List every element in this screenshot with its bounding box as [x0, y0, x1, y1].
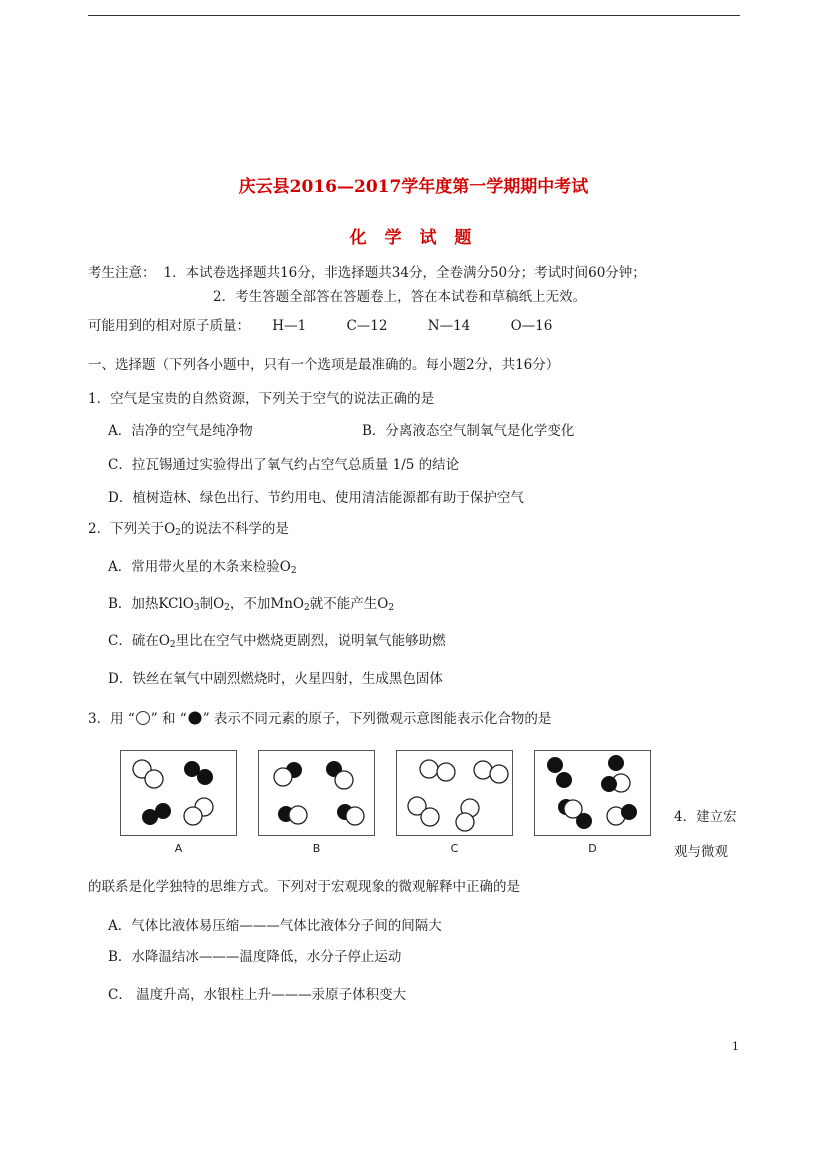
notice-item-2: 2．考生答题全部答在答题卷上，答在本试卷和草稿纸上无效。: [213, 289, 587, 305]
q2-stem: 2．下列关于$O_2$的说法不科学的是: [88, 521, 289, 538]
q4-stem-part-2: 观与微观: [674, 844, 728, 860]
diagram-label-b: B: [312, 842, 321, 855]
black-atom-icon: [187, 710, 203, 726]
q4-option-b: B．水降温结冰———温度降低，水分子停止运动: [108, 949, 402, 965]
q1-option-a: A．洁净的空气是纯净物: [108, 423, 253, 439]
diagram-label-c: C: [450, 842, 459, 855]
diagram-option-a: [120, 750, 237, 836]
q1-stem: 1．空气是宝贵的自然资源，下列关于空气的说法正确的是: [88, 391, 435, 407]
diagram-option-c: [396, 750, 513, 836]
q1-option-b: B．分离液态空气制氧气是化学变化: [362, 423, 575, 439]
notice-line-1: [88, 261, 646, 281]
diagram-option-d: [534, 750, 651, 836]
diagram-option-b: [258, 750, 375, 836]
exam-subject: 化 学 试 题: [349, 228, 478, 248]
q4-option-a: A．气体比液体易压缩———气体比液体分子间的间隔大: [108, 918, 442, 934]
white-atom-icon: [135, 710, 151, 726]
q1-option-d: D．植树造林、绿色出行、节约用电、使用清洁能源都有助于保护空气: [108, 490, 524, 506]
notice-item-1: 1．本试卷选择题共16分，非选择题共34分，全卷满分50分；考试时间60分钟；: [163, 265, 646, 281]
atomic-masses-label: 可能用到的相对原子质量：: [88, 318, 250, 334]
q1-option-c: C．拉瓦锡通过实验得出了氧气约占空气总质量 1/5 的结论: [108, 457, 460, 473]
q3-stem: 3．用 “ ” 和 “ ” 表示不同元素的原子，下列微观示意图能表示化合物的是: [88, 711, 552, 727]
q2-option-a: A．常用带火星的木条来检验$O_2$: [108, 559, 297, 576]
diagram-label-d: D: [588, 842, 597, 855]
q4-option-c: C． 温度升高，水银柱上升———汞原子体积变大: [108, 987, 407, 1003]
diagram-label-a: A: [174, 842, 183, 855]
q2-option-b: B．加热KClO$_3$制$O_2$，不加MnO$_2$就不能产生$O_2$: [108, 596, 395, 613]
section-heading: 一、选择题（下列各小题中，只有一个选项是最准确的。每小题2分，共16分）: [88, 357, 560, 373]
q2-option-d: D．铁丝在氧气中剧烈燃烧时，火星四射，生成黑色固体: [108, 671, 443, 687]
atomic-mass-o: O—16: [510, 318, 553, 334]
atomic-masses: [88, 314, 552, 334]
q2-option-c: C．硫在$O_2$里比在空气中燃烧更剧烈，说明氧气能够助燃: [108, 633, 446, 650]
atomic-mass-n: N—14: [427, 318, 471, 334]
q4-stem-part-1: 4．建立宏: [674, 809, 737, 825]
notice-label: 考生注意：: [88, 265, 156, 281]
q4-stem-part-3: 的联系是化学独特的思维方式。下列对于宏观现象的微观解释中正确的是: [88, 879, 520, 895]
atomic-mass-c: C—12: [346, 318, 388, 334]
atomic-mass-h: H—1: [272, 318, 307, 334]
exam-title: 庆云县2016—2017学年度第一学期期中考试: [238, 177, 589, 197]
page-number: 1: [732, 1040, 739, 1053]
header-rule: [88, 15, 740, 16]
